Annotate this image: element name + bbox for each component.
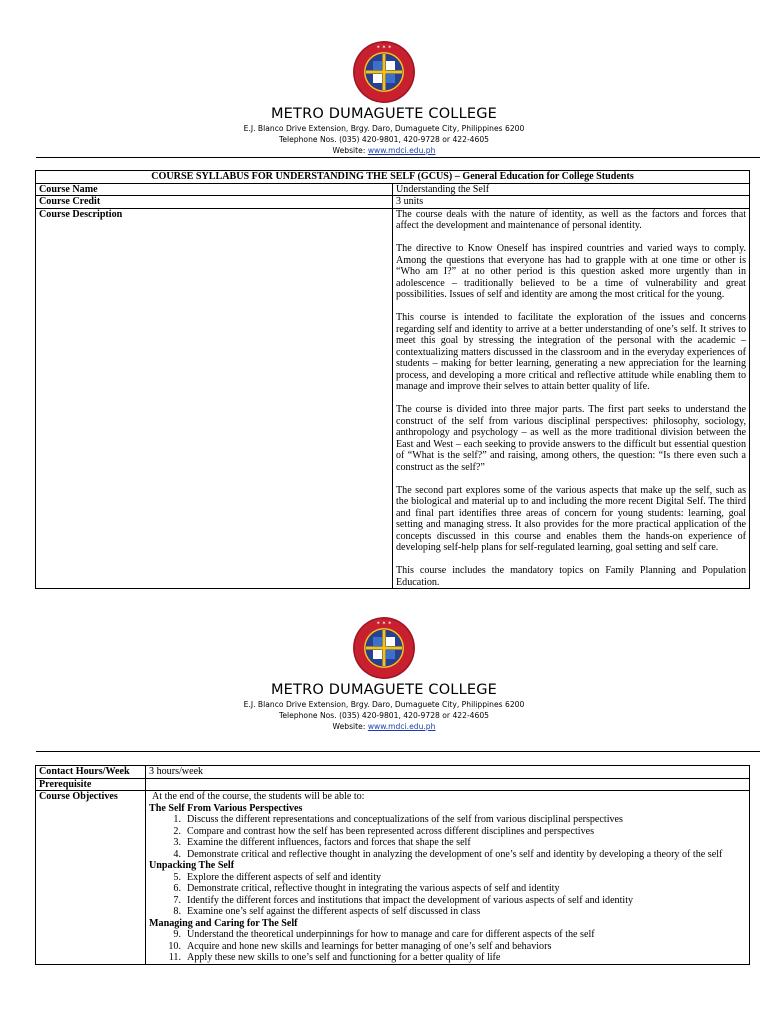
objectives-intro: At the end of the course, the students will be able to: (152, 791, 365, 802)
objective-item (149, 929, 746, 941)
objective-text: Examine one’s self against the different aspects of self discussed in class (187, 906, 481, 917)
objective-number: 11. (168, 952, 181, 963)
college-website (0, 721, 768, 732)
course-description-text (393, 208, 750, 589)
college-telephone: Telephone Nos. (035) 420-9801, 420-9728 or 422-4605 (278, 135, 490, 144)
objective-number: 9. (173, 929, 181, 940)
objective-text: Demonstrate critical, reflective thought in integrating the various aspects of self and identity (187, 883, 560, 894)
website-label: Website: (332, 722, 366, 731)
table-row (36, 778, 750, 791)
objective-item (149, 872, 746, 884)
objective-text: Apply these new skills to one’s self and functioning for a better quality of life (187, 952, 501, 963)
course-name-label: Course Name (36, 183, 393, 196)
objective-item (149, 837, 746, 849)
prerequisite-value (146, 778, 750, 791)
syllabus-title: COURSE SYLLABUS FOR UNDERSTANDING THE SELF (GCUS) – General Education for College Students (36, 171, 750, 184)
college-seal-logo (352, 616, 416, 680)
description-paragraph: This course includes the mandatory topics on Family Planning and Population Education. (396, 565, 746, 588)
svg-text:✶ ✶ ✶: ✶ ✶ ✶ (376, 620, 392, 627)
objective-item (149, 952, 746, 964)
college-website (0, 145, 768, 156)
table-row (36, 196, 750, 209)
objective-group-heading: Unpacking The Self (149, 860, 235, 871)
objective-number: 8. (173, 906, 181, 917)
objective-text: Compare and contrast how the self has been represented across different disciplines and perspectives (187, 825, 595, 837)
objective-item (149, 849, 746, 861)
college-header-2 (0, 616, 768, 732)
college-address: E.J. Blanco Drive Extension, Brgy. Daro, Dumaguete City, Philippines 6200 (243, 124, 525, 133)
objective-group-heading: The Self From Various Perspectives (149, 802, 303, 814)
table-row (36, 766, 750, 779)
table-row (36, 208, 750, 589)
description-paragraph: The second part explores some of the various aspects that make up the self, such as the biological and material up to and including the more recent Digital Self. The third and final part identifies three areas of concern for young students: learning, goal setting and managing stress. It also provides for the more practical application of the concepts discussed in this course and enables them the hands-on experience of developing self-help plans for self-regulated learning, goal setting and self care. (396, 484, 746, 553)
college-name: METRO DUMAGUETE COLLEGE (270, 106, 498, 122)
college-header-1 (0, 40, 768, 156)
college-telephone: Telephone Nos. (035) 420-9801, 420-9728 or 422-4605 (278, 711, 490, 720)
description-paragraph: The course deals with the nature of identity, as well as the factors and forces that affect the development and maintenance of personal identity. (396, 208, 746, 231)
table-row (36, 183, 750, 196)
objective-number: 4. (173, 848, 181, 860)
syllabus-table-1 (35, 170, 750, 589)
course-credit-label: Course Credit (36, 196, 393, 209)
objective-text: Demonstrate critical and reflective thought in analyzing the development of one’s self and identity by developing a theory of the self (187, 848, 723, 860)
objective-group-heading: Managing and Caring for The Self (149, 917, 298, 929)
website-label: Website: (332, 146, 366, 155)
objective-number: 2. (173, 825, 181, 837)
contact-hours-label: Contact Hours/Week (36, 766, 146, 779)
description-paragraph: The directive to Know Oneself has inspired countries and varied ways to comply. Among the questions that everyone has had to grapple with at one time or other is “Who am I?” at no other period is this question asked more urgently than in adolescence – traditionally believed to be a time of vulnerability and great possibilities. Issues of self and identity are among the most critical for the young. (396, 243, 746, 300)
objective-number: 3. (173, 837, 181, 848)
objective-text: Identify the different forces and institutions that impact the development of various aspects of self and identity (187, 894, 634, 906)
objective-number: 1. (173, 814, 181, 825)
course-description-label: Course Description (36, 208, 393, 589)
website-link[interactable]: www.mdci.edu.ph (367, 146, 436, 155)
table-row (36, 791, 750, 965)
college-name: METRO DUMAGUETE COLLEGE (270, 682, 498, 698)
objective-text: Explore the different aspects of self and identity (187, 871, 382, 883)
website-link[interactable]: www.mdci.edu.ph (367, 722, 436, 731)
header-divider-1 (36, 157, 760, 158)
objective-item (149, 883, 746, 895)
objective-text: Discuss the different representations and conceptualizations of the self from various disciplinal perspectives (187, 814, 623, 825)
objective-item (149, 826, 746, 838)
objective-number: 6. (173, 883, 181, 894)
header-divider-2 (36, 751, 760, 752)
course-credit-value: 3 units (393, 196, 750, 209)
description-paragraph: The course is divided into three major parts. The first part seeks to understand the construct of the self from various disciplinal perspectives: philosophy, sociology, anthropology and psychology – as well as the more traditional division between the East and West – each seeking to provide answers to the difficult but essential question of “What is the self?” and raising, among others, the question: “Is there even such a construct as the self?” (396, 404, 746, 473)
contact-hours-value: 3 hours/week (146, 766, 750, 779)
description-paragraph: This course is intended to facilitate the exploration of the issues and concerns regarding self and identity to arrive at a better understanding of one’s self. It strives to meet this goal by stressing the integration of the personal with the academic – contextualizing matters discussed in the classroom and in the everyday experiences of students – making for better learning, generating a new appreciation for the learning process, and developing a more critical and reflective attitude while enabling them to manage and improve their selves to attain better quality of life. (396, 312, 746, 392)
prerequisite-label: Prerequisite (36, 778, 146, 791)
college-address: E.J. Blanco Drive Extension, Brgy. Daro, Dumaguete City, Philippines 6200 (243, 700, 525, 709)
course-objectives-content (146, 791, 750, 965)
objective-item (149, 941, 746, 953)
objective-number: 7. (173, 894, 181, 906)
objective-item (149, 895, 746, 907)
course-name-value: Understanding the Self (393, 183, 750, 196)
objective-text: Acquire and hone new skills and learnings for better managing of one’s self and behaviors (187, 940, 552, 952)
objective-text: Understand the theoretical underpinnings for how to manage and care for different aspects of the self (187, 929, 595, 940)
objective-item (149, 906, 746, 918)
syllabus-table-2 (35, 765, 750, 965)
objective-text: Examine the different influences, factors and forces that shape the self (187, 837, 471, 848)
course-objectives-label: Course Objectives (36, 791, 146, 965)
objective-item (149, 814, 746, 826)
objective-number: 5. (173, 871, 181, 883)
table-title-row (36, 171, 750, 184)
objective-number: 10. (168, 940, 181, 952)
college-seal-logo (352, 40, 416, 104)
svg-text:✶ ✶ ✶: ✶ ✶ ✶ (376, 44, 392, 51)
